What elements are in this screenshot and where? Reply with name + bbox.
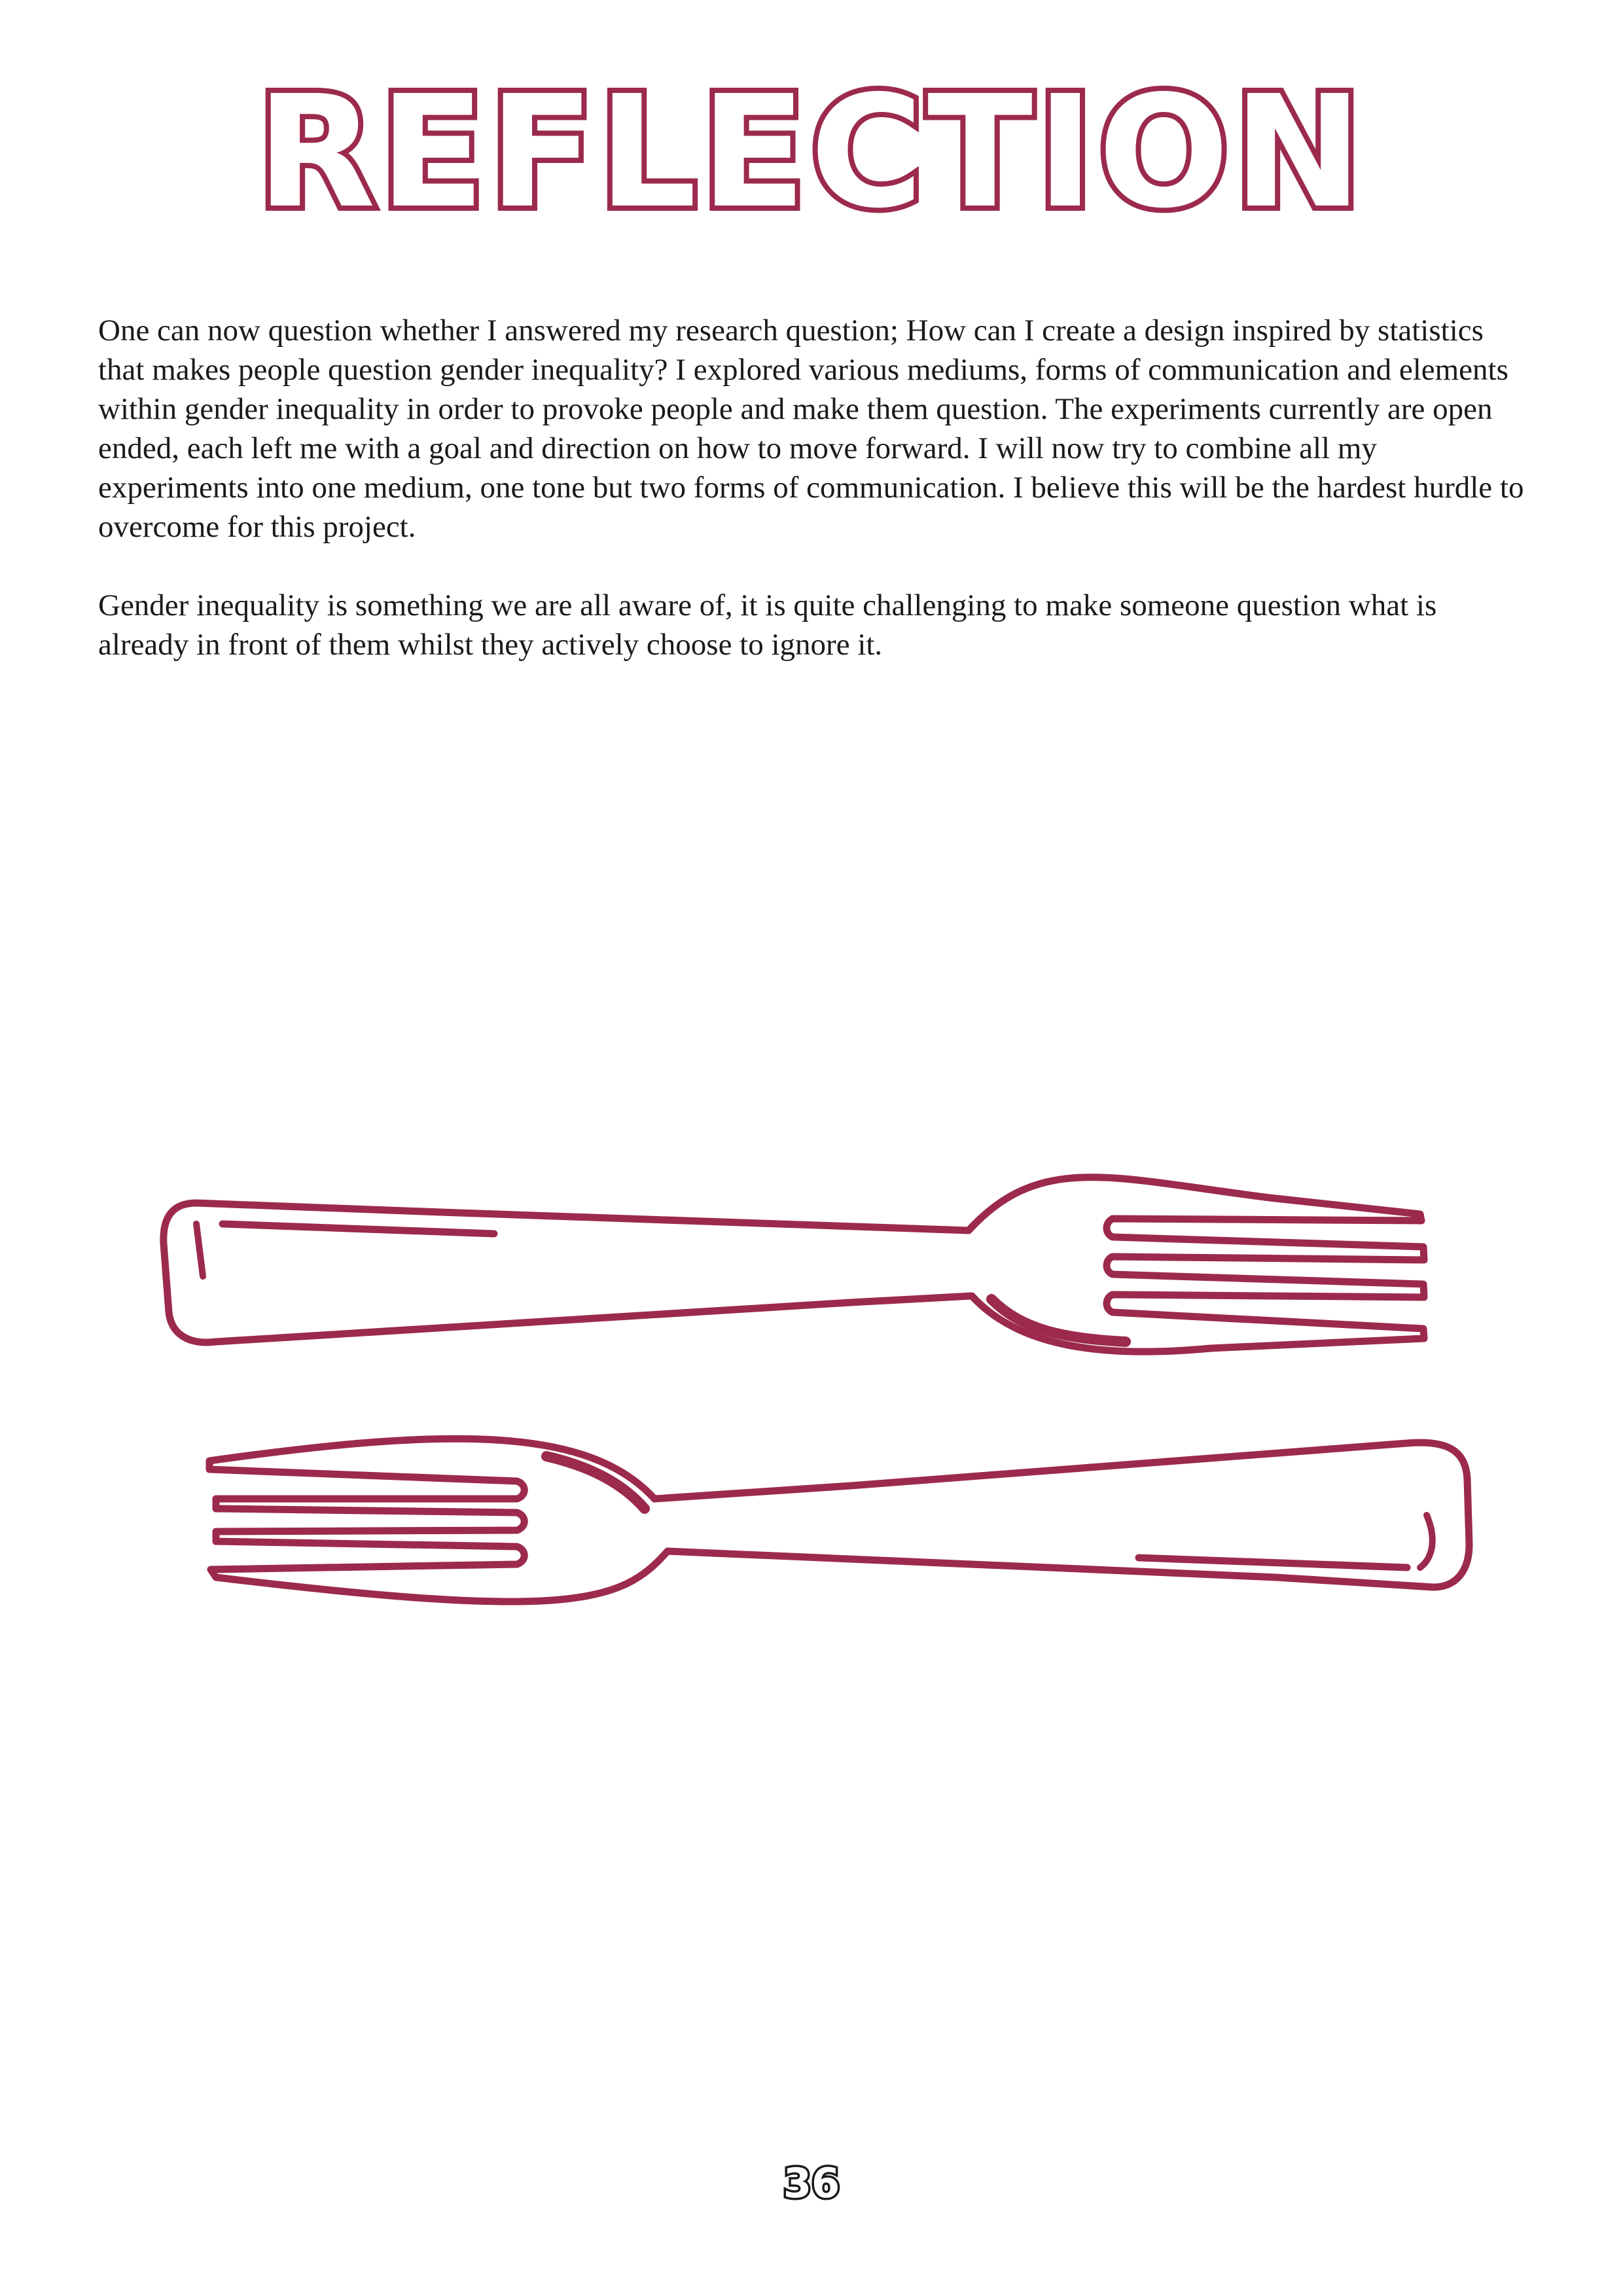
fork-bottom-outline bbox=[209, 1439, 1469, 1602]
page-title: REFLECTION bbox=[257, 62, 1366, 242]
page-number: 36 bbox=[783, 2159, 840, 2207]
body-text bbox=[98, 311, 1531, 704]
paragraph: Gender inequality is something we are all aware of, it is quite challenging to make someone question what is already in front of them whilst they actively choose to ignore it. bbox=[98, 588, 1437, 662]
forks-icon bbox=[0, 1152, 1623, 1623]
fork-top-icon bbox=[164, 1177, 1424, 1352]
fork-top-outline bbox=[164, 1177, 1424, 1352]
fork-bottom-icon bbox=[209, 1439, 1469, 1602]
paragraph: One can now question whether I answered my research question; How can I create a design inspired by statistics that makes people question gender inequality? I explored various mediums, forms of communication and elements within gender inequality in order to provoke people and make them question. The experiments currently are open ended, each left me with a goal and direction on how to move forward. I will now try to combine all my experiments into one medium, one tone but two forms of communication. I believe this will be the hardest hurdle to overcome for this project. bbox=[98, 314, 1524, 544]
